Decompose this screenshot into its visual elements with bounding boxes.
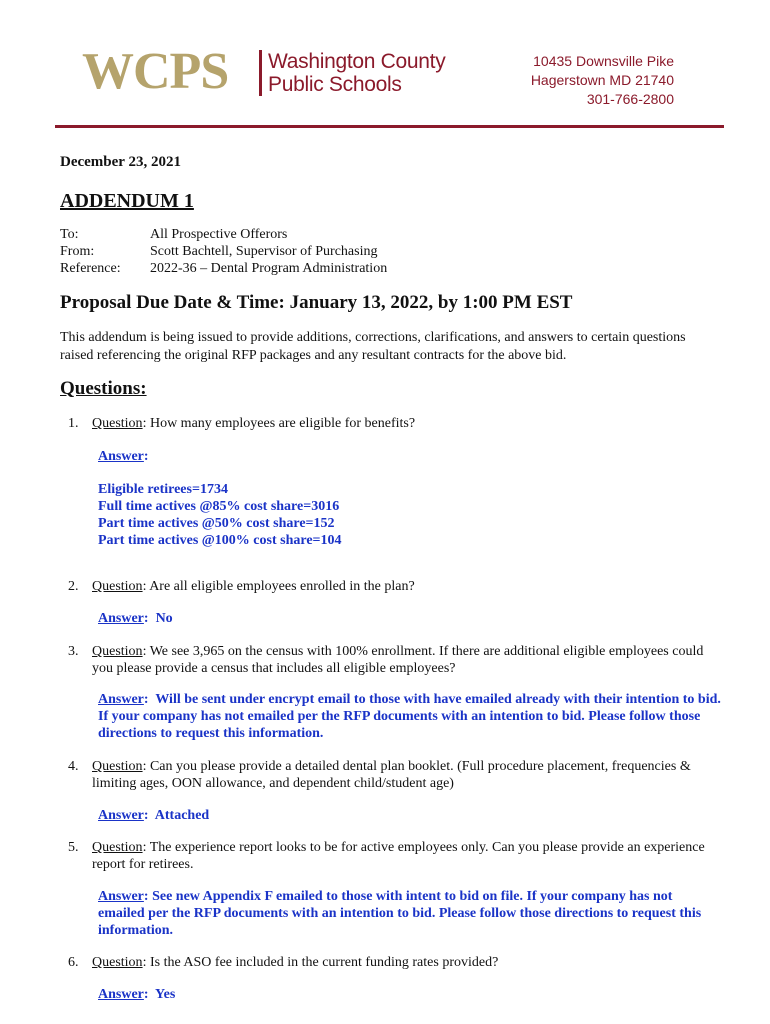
question-content-cont: you please provide a census that includes all eligible employees? [92, 661, 456, 676]
answer-content: Attached [154, 808, 210, 823]
question-content: Are all eligible employees enrolled in the plan? [149, 579, 415, 594]
answer-2: Answer: No [98, 611, 173, 626]
question-text: Question: Is the ASO fee included in the current funding rates provided? [92, 955, 499, 970]
question-label: Question [92, 759, 143, 774]
question-content: We see 3,965 on the census with 100% enrollment. If there are additional eligible employees could [149, 644, 704, 659]
memo-header [60, 226, 387, 277]
answer-label: Answer [98, 449, 144, 464]
answer-content: Yes [155, 987, 176, 1002]
intro-paragraph: This addendum is being issued to provide additions, corrections, clarifications, and answers to certain questions raised referencing the original RFP packages and any resultant contracts for the above bid. [60, 330, 686, 363]
memo-to-label: To: [60, 227, 79, 242]
memo-from-value: Scott Bachtell, Supervisor of Purchasing [150, 244, 378, 259]
question-label: Question [92, 644, 143, 659]
wcps-logo: WCPS [82, 43, 229, 100]
memo-reference-value: 2022-36 – Dental Program Administration [150, 261, 388, 276]
header-rule [55, 125, 724, 128]
memo-to-row [60, 226, 387, 243]
question-content: Can you please provide a detailed dental plan booklet. (Full procedure placement, frequencies & [149, 759, 691, 774]
question-number: 5. [68, 840, 79, 855]
answer-line: Part time actives @100% cost share=104 [98, 533, 342, 548]
question-number: 2. [68, 579, 79, 594]
address-block [531, 52, 674, 109]
org-name-line2: Public Schools [268, 73, 402, 96]
question-content-cont: limiting ages, OON allowance, and dependent child/student age) [92, 776, 454, 791]
answer-4: Answer: Attached [98, 808, 210, 823]
answer-1: Answer: Eligible retirees=1734 Full time actives @85% cost share=3016 Part time actives @50% cost share=152 Part time actives @100% cost share=104 [98, 448, 723, 549]
question-text: Question: Can you please provide a detailed dental plan booklet. (Full procedure placement, frequencies & limiting ages, OON allowance, and dependent child/student age) [92, 758, 712, 792]
answer-6: Answer: Yes [98, 987, 176, 1002]
question-content: The experience report looks to be for active employees only. Can you please provide an experience [149, 840, 705, 855]
answer-label: Answer [98, 987, 144, 1002]
question-label: Question [92, 579, 143, 594]
question-content: Is the ASO fee included in the current funding rates provided? [149, 955, 499, 970]
answer-5: Answer: See new Appendix F emailed to those with intent to bid on file. If your company has not emailed per the RFP documents with an intention to bid. Please follow those directions to request this information. [98, 888, 723, 939]
org-name [268, 50, 445, 96]
address-phone: 301-766-2800 [586, 91, 674, 107]
memo-from-row [60, 243, 387, 260]
answer-line: Eligible retirees=1734 [98, 482, 228, 497]
memo-from-label: From: [60, 244, 95, 259]
answer-line: information. [98, 923, 174, 938]
question-text: Question: We see 3,965 on the census with 100% enrollment. If there are additional eligible employees could you please provide a census that includes all eligible employees? [92, 643, 712, 677]
question-text: Question: The experience report looks to be for active employees only. Can you please provide an experience report for retirees. [92, 839, 712, 873]
address-city: Hagerstown MD 21740 [530, 72, 674, 88]
questions-heading: Questions: [60, 378, 147, 399]
memo-to-value: All Prospective Offerors [150, 227, 288, 242]
org-name-line1: Washington County [268, 50, 446, 73]
answer-line: If your company has not emailed per the RFP documents with an intention to bid. Please follow those [98, 709, 701, 724]
answer-line: directions to request this information. [98, 726, 324, 741]
address-street: 10435 Downsville Pike [533, 53, 674, 69]
question-text: Question: Are all eligible employees enrolled in the plan? [92, 579, 415, 594]
question-label: Question [92, 955, 143, 970]
question-number: 3. [68, 644, 79, 659]
answer-content: Will be sent under encrypt email to those with have emailed already with their intention to bid. [155, 692, 721, 707]
answer-label: Answer [98, 889, 144, 904]
question-text: Question: How many employees are eligible for benefits? [92, 416, 416, 431]
question-content-cont: report for retirees. [92, 857, 194, 872]
document-date: December 23, 2021 [60, 154, 181, 170]
memo-reference-row [60, 260, 387, 277]
proposal-due-date: Proposal Due Date & Time: January 13, 2022, by 1:00 PM EST [60, 292, 573, 313]
answer-label: Answer [98, 808, 144, 823]
question-label: Question [92, 416, 143, 431]
answer-content: See new Appendix F emailed to those with intent to bid on file. If your company has not [152, 889, 673, 904]
question-label: Question [92, 840, 143, 855]
question-number: 4. [68, 759, 79, 774]
answer-line: emailed per the RFP documents with an intention to bid. Please follow those directions to request this [98, 906, 702, 921]
answer-label: Answer [98, 611, 144, 626]
logo-divider [259, 50, 262, 96]
answer-content: No [155, 611, 173, 626]
answer-label: Answer [98, 692, 144, 707]
question-content: How many employees are eligible for benefits? [149, 416, 416, 431]
memo-reference-label: Reference: [60, 261, 121, 276]
document-title: ADDENDUM 1 [60, 190, 194, 212]
question-number: 1. [68, 416, 79, 431]
answer-3: Answer: Will be sent under encrypt email to those with have emailed already with their intention to bid. If your company has not emailed per the RFP documents with an intention to bid. Please follow those directions to request this information. [98, 691, 723, 742]
question-number: 6. [68, 955, 79, 970]
answer-line: Full time actives @85% cost share=3016 [98, 499, 340, 514]
answer-line: Part time actives @50% cost share=152 [98, 516, 335, 531]
